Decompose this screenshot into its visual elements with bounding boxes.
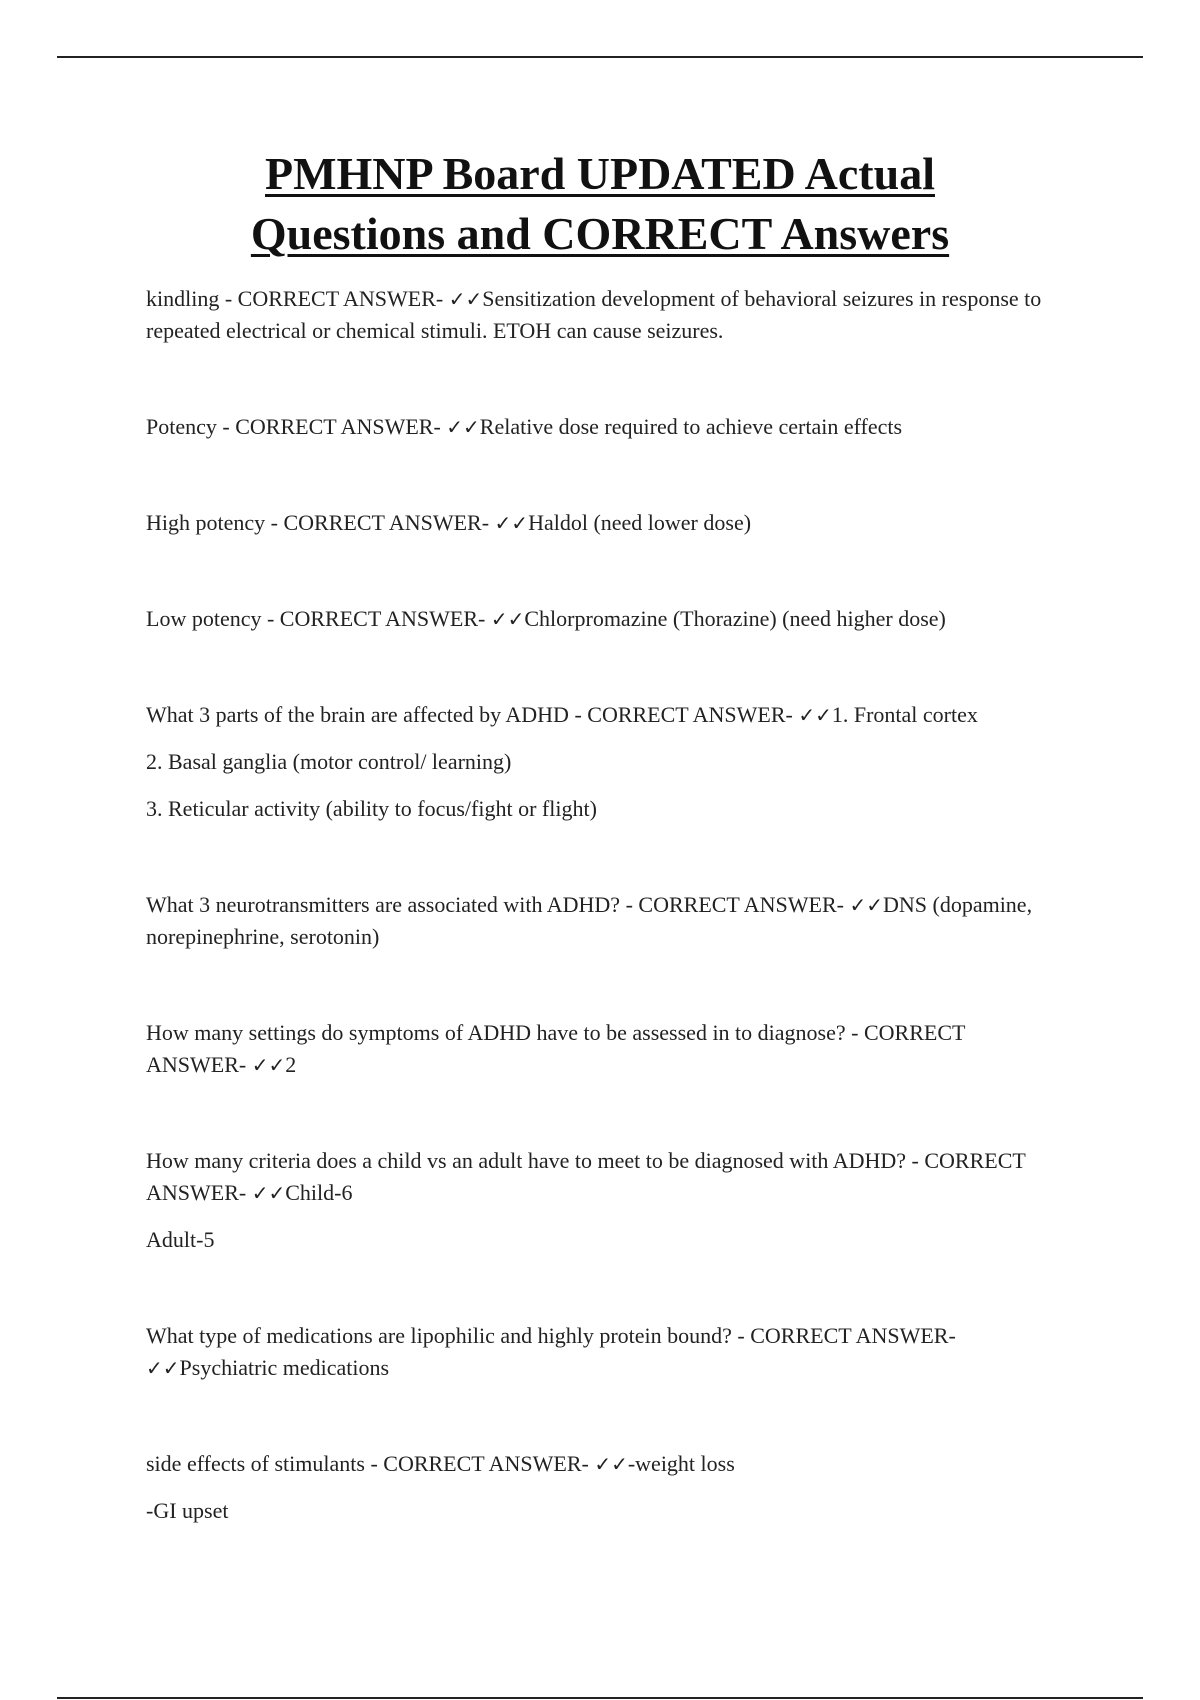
question-text: What 3 neurotransmitters are associated with ADHD? [146,892,621,917]
question-text: What type of medications are lipophilic and highly protein bound? [146,1323,732,1348]
check-icon: ✓✓ [448,287,483,311]
answer-text: Child-6 [285,1180,353,1205]
answer-marker: - CORRECT ANSWER- [731,1323,956,1348]
question-text: What 3 parts of the brain are affected by ADHD [146,702,569,727]
qa-item [146,283,1066,347]
qa-line [146,1017,1066,1081]
check-icon: ✓✓ [251,1053,286,1077]
qa-line [146,507,1066,539]
check-icon: ✓✓ [251,1181,286,1205]
answer-marker: - CORRECT ANSWER- [219,286,449,311]
question-text: Potency [146,414,217,439]
check-icon: ✓✓ [494,511,529,535]
answer-text: 2 [285,1052,297,1077]
answer-marker: - CORRECT ANSWER- [146,1020,966,1077]
check-icon: ✓✓ [490,607,525,631]
qa-item [146,1017,1066,1081]
answer-extra-line: -GI upset [146,1498,229,1523]
qa-line [146,1145,1066,1209]
answer-text: Haldol (need lower dose) [528,510,752,535]
title-line-1: PMHNP Board UPDATED Actual [265,148,935,199]
qa-item [146,1320,1066,1384]
answer-text: Chlorpromazine (Thorazine) (need higher dose) [524,606,946,631]
answer-text: DNS (dopamine, norepinephrine, serotonin) [146,892,1033,949]
answer-text: Sensitization development of behavioral seizures in response to repeated electrical or chemical stimuli. ETOH can cause seizures. [146,286,1042,343]
qa-line [146,603,1066,635]
check-icon: ✓✓ [849,893,883,917]
question-text: High potency [146,510,266,535]
qa-item [146,699,1066,825]
check-icon: ✓✓ [594,1452,628,1476]
qa-line [146,1320,1066,1384]
qa-list [146,283,1066,1527]
qa-line [146,889,1066,953]
qa-line [146,699,1066,731]
answer-text: Relative dose required to achieve certain effects [479,414,903,439]
answer-marker: - CORRECT ANSWER- [364,1451,595,1476]
qa-item [146,889,1066,953]
question-text: How many criteria does a child vs an adult have to meet to be diagnosed with ADHD? [146,1148,907,1173]
answer-text: -weight loss [627,1451,735,1476]
answer-marker: - CORRECT ANSWER- [146,1148,1026,1205]
bottom-divider [57,1697,1143,1699]
qa-item [146,603,1066,635]
top-divider [57,56,1143,58]
title-line-2: Questions and CORRECT Answers [250,208,950,259]
answer-marker: - CORRECT ANSWER- [261,606,491,631]
qa-item [146,411,1066,443]
check-icon: ✓✓ [146,1356,180,1380]
answer-extra-line: 3. Reticular activity (ability to focus/fight or flight) [146,796,597,821]
answer-text: Psychiatric medications [179,1355,390,1380]
question-text: side effects of stimulants [146,1451,365,1476]
qa-line [146,411,1066,443]
question-text: kindling [146,286,220,311]
qa-item [146,507,1066,539]
answer-extra-line: Adult-5 [146,1227,215,1252]
check-icon: ✓✓ [798,703,832,727]
question-text: Low potency [146,606,262,631]
answer-marker: - CORRECT ANSWER- [265,510,495,535]
qa-item [146,1145,1066,1256]
qa-line [146,283,1066,347]
document-title [0,144,1200,264]
answer-extra-line: 2. Basal ganglia (motor control/ learning) [146,749,512,774]
answer-text: 1. Frontal cortex [831,702,978,727]
answer-marker: - CORRECT ANSWER- [568,702,799,727]
answer-marker: - CORRECT ANSWER- [620,892,850,917]
qa-item [146,1448,1066,1527]
answer-marker: - CORRECT ANSWER- [216,414,447,439]
check-icon: ✓✓ [446,415,480,439]
question-text: How many settings do symptoms of ADHD have to be assessed in to diagnose? [146,1020,846,1045]
qa-line [146,1448,1066,1480]
